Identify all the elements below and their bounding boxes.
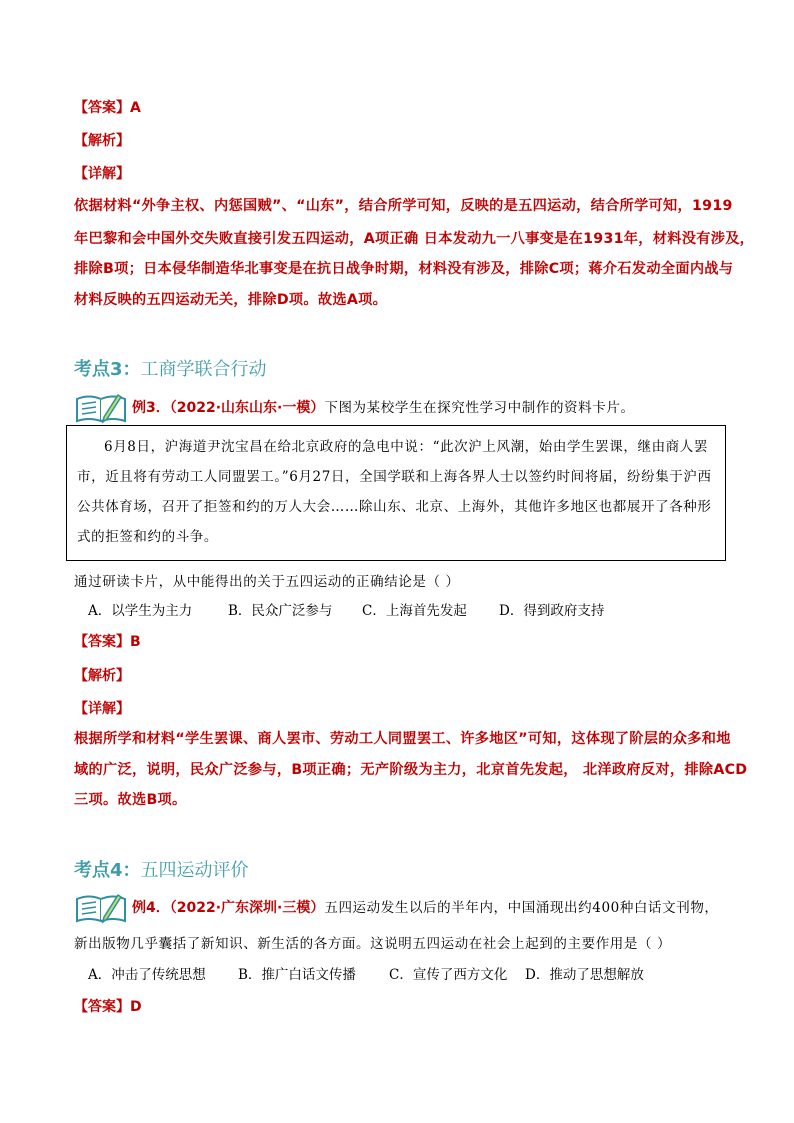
section-heading [74, 856, 249, 882]
detail-line: 三项。故选B项。 [74, 792, 187, 808]
answer-line [74, 632, 141, 652]
question-source: （2022·山东山东·一模） [169, 400, 325, 416]
options-row [88, 965, 644, 985]
question-stem-cont: 新出版物几乎囊括了新知识、新生活的各方面。这说明五四运动在社会上起到的主要作用是（ ） [74, 936, 672, 952]
option-a[interactable]: A．以学生为主力 [88, 603, 193, 619]
question-stem: 下图为某校学生在探究性学习中制作的资料卡片。 [324, 400, 635, 416]
section-number: 考点3： [74, 359, 141, 380]
example-label: 例3． [132, 400, 170, 416]
answer-line [74, 98, 141, 118]
answer-value: D [130, 999, 142, 1015]
detail-line: 排除B项；日本侵华制造华北事变是在抗日战争时期，材料没有涉及，排除C项；蒋介石发动全面内战与 [74, 261, 734, 277]
analysis-label: 【解析】 [74, 133, 130, 149]
section-heading [74, 355, 267, 381]
analysis-label: 【解析】 [74, 668, 130, 684]
options-row [88, 601, 604, 621]
answer-label: 【答案】 [74, 100, 130, 116]
option-c[interactable]: C．上海首先发起 [362, 603, 467, 619]
detail-label: 【详解】 [74, 166, 130, 182]
book-pen-icon [74, 891, 130, 925]
example-label: 例4． [132, 900, 170, 916]
book-pen-icon [74, 391, 130, 425]
section-number: 考点4： [74, 860, 141, 881]
option-d[interactable]: D．推动了思想解放 [525, 967, 644, 983]
question-source: （2022·广东深圳·三模） [169, 900, 325, 916]
answer-line [74, 997, 142, 1017]
card-text: 6月8日，沪海道尹沈宝昌在给北京政府的急电中说：“此次沪上风潮，始由学生罢课，继由商人罢市，近且将有劳动工人同盟罢工。”6月27日，全国学联和上海各界人士以签约时间将届，纷纷集于沪西公共体育场，召开了拒签和约的万人大会……除山东、北京、上海外，其他许多地区也都展开了各种形式的拒签和约的斗争。 [77, 439, 712, 545]
option-c[interactable]: C．宣传了西方文化 [389, 967, 508, 983]
question-text: 通过研读卡片，从中能得出的关于五四运动的正确结论是（ ） [74, 574, 460, 590]
section-title: 五四运动评价 [140, 860, 249, 881]
detail-line: 域的广泛，说明，民众广泛参与，B项正确；无产阶级为主力，北京首先发起， 北洋政府反对，排除ACD [74, 762, 748, 778]
detail-line: 年巴黎和会中国外交失败直接引发五四运动，A项正确 日本发动九一八事变是在1931年，材料没有涉及， [74, 231, 755, 247]
option-b[interactable]: B．推广白话文传播 [238, 967, 356, 983]
example-header [74, 390, 635, 426]
example-header [74, 890, 719, 926]
answer-value: B [130, 634, 141, 650]
answer-label: 【答案】 [74, 999, 130, 1015]
detail-line: 依据材料“外争主权、内惩国贼”、“山东”，结合所学可知，反映的是五四运动，结合所学可知，1919 [74, 198, 733, 214]
answer-label: 【答案】 [74, 634, 130, 650]
option-d[interactable]: D．得到政府支持 [499, 603, 605, 619]
material-card [66, 425, 726, 561]
section-title: 工商学联合行动 [140, 359, 267, 380]
detail-label: 【详解】 [74, 701, 130, 717]
detail-line: 根据所学和材料“学生罢课、商人罢市、劳动工人同盟罢工、许多地区”可知，这体现了阶层的众多和地 [74, 731, 731, 747]
option-b[interactable]: B．民众广泛参与 [228, 603, 333, 619]
detail-line: 材料反映的五四运动无关，排除D项。故选A项。 [74, 292, 388, 308]
question-stem: 五四运动发生以后的半年内，中国涌现出约400种白话文刊物， [324, 900, 719, 916]
answer-value: A [130, 100, 141, 116]
option-a[interactable]: A．冲击了传统思想 [88, 967, 206, 983]
